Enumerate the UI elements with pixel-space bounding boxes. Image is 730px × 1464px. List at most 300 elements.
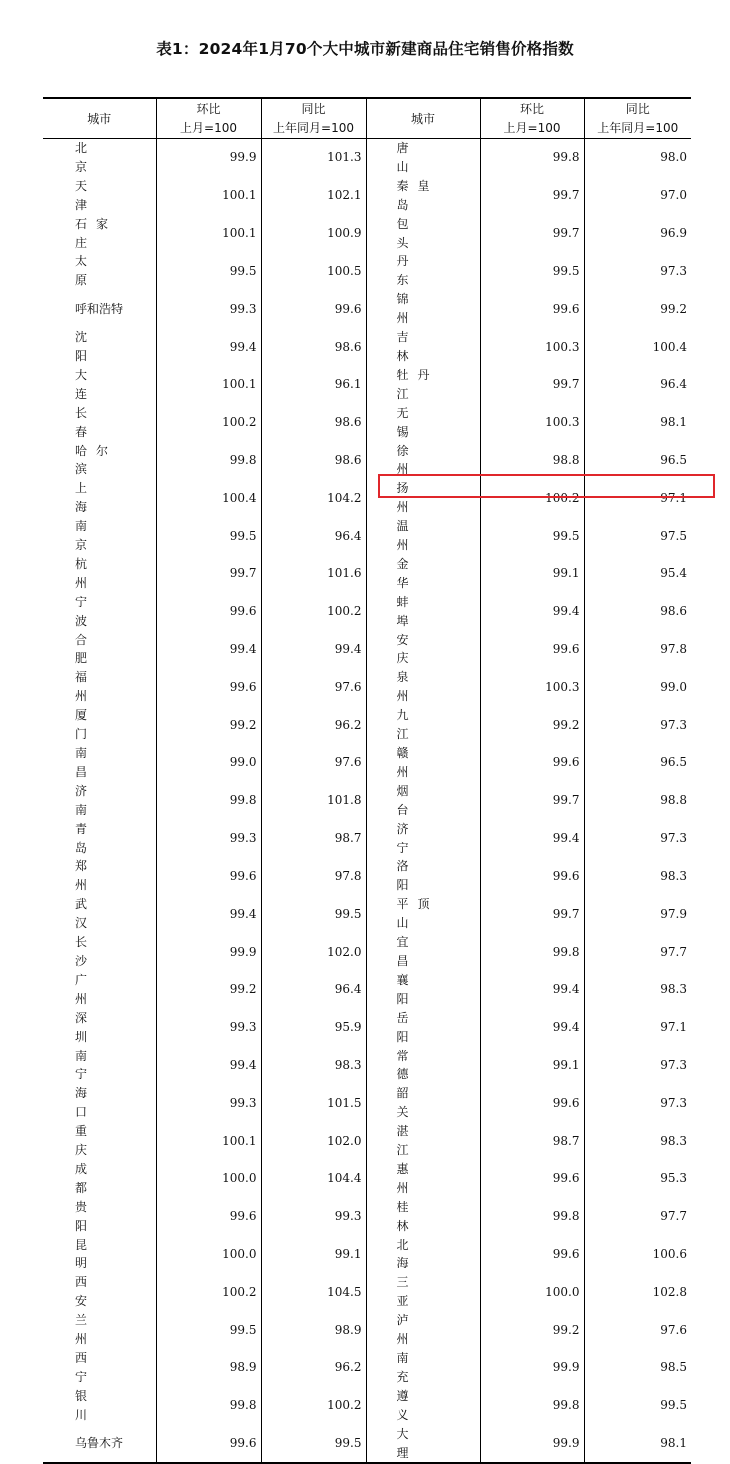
yoy-base-header: 上年同月=100 (584, 119, 691, 139)
table-row (43, 820, 691, 858)
mom-index-value: 99.8 (156, 782, 261, 820)
table-row (43, 744, 691, 782)
city-name-text: 成都 (75, 1161, 118, 1195)
yoy-index-value: 99.1 (261, 1236, 366, 1274)
yoy-index-value: 100.2 (261, 1387, 366, 1425)
city-name-text: 北海 (396, 1237, 439, 1271)
mom-index-value: 99.6 (480, 1160, 584, 1198)
mom-index-value: 99.6 (156, 1198, 261, 1236)
table-row (43, 442, 691, 480)
city-name (366, 404, 480, 442)
mom-index-value: 99.7 (480, 895, 584, 933)
city-name-text: 海口 (75, 1086, 118, 1120)
table-row (43, 971, 691, 1009)
city-name (43, 1160, 156, 1198)
city-name (366, 1047, 480, 1085)
city-name (366, 857, 480, 895)
city-name (366, 442, 480, 480)
city-name (366, 177, 480, 215)
yoy-index-value: 98.1 (584, 404, 691, 442)
table-row (43, 668, 691, 706)
mom-index-value: 99.6 (156, 668, 261, 706)
mom-index-value: 99.3 (156, 290, 261, 328)
mom-index-value: 100.2 (480, 479, 584, 517)
yoy-index-value: 99.5 (584, 1387, 691, 1425)
city-name-text: 长春 (75, 405, 118, 439)
price-index-table (43, 97, 691, 1464)
table-row (43, 1047, 691, 1085)
mom-index-value: 100.0 (156, 1236, 261, 1274)
city-name-text: 西安 (75, 1275, 118, 1309)
table-row (43, 933, 691, 971)
city-name-text: 赣州 (396, 746, 439, 779)
mom-index-value: 99.4 (480, 820, 584, 858)
yoy-index-value: 96.2 (261, 1349, 366, 1387)
mom-index-value: 99.6 (480, 1236, 584, 1274)
city-name-text: 韶关 (396, 1086, 439, 1120)
city-name-text: 深圳 (75, 1010, 118, 1044)
yoy-index-value: 98.3 (584, 1122, 691, 1160)
city-name (43, 971, 156, 1009)
table-row (43, 782, 691, 820)
city-name-text: 湛江 (396, 1124, 439, 1158)
city-name-text: 吉林 (396, 330, 439, 363)
city-name (366, 139, 480, 177)
mom-index-value: 100.3 (480, 404, 584, 442)
city-name (43, 593, 156, 631)
city-name (43, 328, 156, 366)
yoy-column-header: 同比 (584, 98, 691, 119)
table-row (43, 139, 691, 177)
yoy-index-value: 104.4 (261, 1160, 366, 1198)
city-name (43, 252, 156, 290)
yoy-index-value: 96.9 (584, 215, 691, 253)
table-row (43, 366, 691, 404)
mom-index-value: 99.7 (480, 366, 584, 404)
city-name-text: 包头 (396, 216, 439, 250)
yoy-index-value: 100.9 (261, 215, 366, 253)
mom-index-value: 99.9 (156, 933, 261, 971)
city-name-text: 银川 (75, 1388, 118, 1422)
city-name (43, 517, 156, 555)
table-row (43, 1009, 691, 1047)
city-name (366, 1084, 480, 1122)
city-name (43, 857, 156, 895)
city-name (366, 895, 480, 933)
mom-index-value: 99.8 (156, 1387, 261, 1425)
yoy-index-value: 97.1 (584, 1009, 691, 1047)
city-name (366, 1311, 480, 1349)
mom-index-value: 99.0 (156, 744, 261, 782)
city-name (366, 555, 480, 593)
yoy-index-value: 101.8 (261, 782, 366, 820)
city-name (43, 290, 156, 328)
mom-index-value: 99.4 (480, 971, 584, 1009)
city-name (366, 215, 480, 253)
city-name (366, 631, 480, 669)
city-name-text: 桂林 (396, 1199, 439, 1233)
city-name-text: 大理 (396, 1426, 439, 1460)
yoy-index-value: 102.0 (261, 933, 366, 971)
yoy-index-value: 99.0 (584, 668, 691, 706)
city-name (43, 442, 156, 480)
city-name-text: 哈尔滨 (75, 443, 118, 477)
yoy-index-value: 104.5 (261, 1273, 366, 1311)
city-name (43, 631, 156, 669)
yoy-index-value: 98.1 (584, 1425, 691, 1464)
city-name (366, 668, 480, 706)
table-row (43, 1273, 691, 1311)
city-name-text: 扬州 (396, 481, 439, 515)
yoy-index-value: 96.2 (261, 706, 366, 744)
city-name-text: 宜昌 (396, 935, 439, 968)
mom-index-value: 100.0 (156, 1160, 261, 1198)
mom-index-value: 99.4 (156, 328, 261, 366)
mom-base-header: 上月=100 (156, 119, 261, 139)
city-name-text: 济南 (75, 783, 118, 817)
mom-index-value: 99.8 (480, 1387, 584, 1425)
city-name (43, 933, 156, 971)
city-name (366, 1009, 480, 1047)
mom-base-header: 上月=100 (480, 119, 584, 139)
city-name (43, 215, 156, 253)
city-name (366, 328, 480, 366)
yoy-index-value: 102.0 (261, 1122, 366, 1160)
page-title: 表1：2024年1月70个大中城市新建商品住宅销售价格指数 (156, 40, 574, 58)
table-row (43, 252, 691, 290)
mom-index-value: 99.6 (480, 1084, 584, 1122)
city-name (43, 555, 156, 593)
mom-index-value: 100.3 (480, 668, 584, 706)
city-name (43, 1198, 156, 1236)
city-name (43, 1009, 156, 1047)
city-name-text: 杭州 (75, 556, 118, 590)
city-name-text: 石家庄 (75, 216, 118, 250)
table-row (43, 593, 691, 631)
mom-index-value: 99.2 (480, 1311, 584, 1349)
city-name-text: 三亚 (396, 1275, 439, 1309)
mom-index-value: 99.6 (480, 290, 584, 328)
city-name-text: 秦皇岛 (396, 178, 439, 212)
mom-index-value: 99.5 (156, 252, 261, 290)
yoy-index-value: 97.9 (584, 895, 691, 933)
city-name (366, 706, 480, 744)
city-name-text: 唐山 (396, 141, 439, 174)
city-name-text: 青岛 (75, 821, 118, 855)
yoy-index-value: 96.1 (261, 366, 366, 404)
yoy-index-value: 97.6 (584, 1311, 691, 1349)
yoy-index-value: 97.3 (584, 706, 691, 744)
table-body (43, 139, 691, 1464)
city-name (366, 252, 480, 290)
yoy-index-value: 100.5 (261, 252, 366, 290)
table-row (43, 404, 691, 442)
city-name-text: 常德 (396, 1048, 439, 1082)
yoy-index-value: 104.2 (261, 479, 366, 517)
table-row (43, 215, 691, 253)
yoy-index-value: 98.9 (261, 1311, 366, 1349)
table-row (43, 1084, 691, 1122)
city-name (366, 593, 480, 631)
mom-index-value: 100.2 (156, 404, 261, 442)
yoy-index-value: 98.3 (584, 857, 691, 895)
mom-index-value: 99.6 (480, 744, 584, 782)
mom-index-value: 99.2 (156, 971, 261, 1009)
yoy-index-value: 96.4 (584, 366, 691, 404)
city-name (43, 366, 156, 404)
yoy-index-value: 97.3 (584, 1047, 691, 1085)
mom-index-value: 100.1 (156, 177, 261, 215)
mom-index-value: 99.6 (480, 857, 584, 895)
city-name (43, 895, 156, 933)
table-row (43, 1122, 691, 1160)
yoy-index-value: 97.3 (584, 820, 691, 858)
mom-index-value: 98.7 (480, 1122, 584, 1160)
city-name-text: 西宁 (75, 1351, 118, 1384)
mom-index-value: 99.8 (480, 933, 584, 971)
city-name-text: 牡丹江 (396, 367, 439, 401)
city-name (366, 517, 480, 555)
city-name (43, 820, 156, 858)
yoy-index-value: 98.7 (261, 820, 366, 858)
yoy-index-value: 99.6 (261, 290, 366, 328)
mom-index-value: 99.5 (480, 252, 584, 290)
city-name-text: 南京 (75, 519, 118, 553)
city-name-text: 岳阳 (396, 1010, 439, 1044)
table-row (43, 328, 691, 366)
yoy-index-value: 97.1 (584, 479, 691, 517)
city-name-text: 长沙 (75, 935, 118, 968)
city-name-text: 南昌 (75, 746, 118, 779)
mom-index-value: 99.4 (156, 631, 261, 669)
city-name-text: 烟台 (396, 783, 439, 817)
city-name (43, 1425, 156, 1464)
city-name (43, 1349, 156, 1387)
city-name-text: 郑州 (75, 859, 118, 893)
city-name-text: 平顶山 (396, 897, 439, 931)
city-name (366, 1273, 480, 1311)
city-name-text: 蚌埠 (396, 594, 439, 628)
city-name-text: 重庆 (75, 1124, 118, 1158)
mom-index-value: 99.7 (480, 177, 584, 215)
city-name-text: 贵阳 (75, 1199, 118, 1233)
city-name-text: 宁波 (75, 594, 118, 628)
city-name (43, 1047, 156, 1085)
city-column-header: 城市 (366, 98, 480, 139)
mom-index-value: 99.1 (480, 555, 584, 593)
mom-index-value: 99.9 (480, 1349, 584, 1387)
table-row (43, 1160, 691, 1198)
mom-index-value: 98.9 (156, 1349, 261, 1387)
yoy-index-value: 101.6 (261, 555, 366, 593)
table-header (43, 98, 691, 139)
mom-index-value: 99.2 (156, 706, 261, 744)
mom-index-value: 100.2 (156, 1273, 261, 1311)
mom-column-header: 环比 (480, 98, 584, 119)
mom-index-value: 99.4 (480, 1009, 584, 1047)
mom-index-value: 99.7 (480, 215, 584, 253)
city-name-text: 锦州 (396, 292, 439, 326)
mom-index-value: 99.3 (156, 1084, 261, 1122)
mom-index-value: 99.6 (156, 1425, 261, 1464)
mom-index-value: 100.3 (480, 328, 584, 366)
yoy-index-value: 98.6 (584, 593, 691, 631)
yoy-index-value: 97.3 (584, 1084, 691, 1122)
yoy-index-value: 96.4 (261, 517, 366, 555)
city-name (366, 1160, 480, 1198)
yoy-base-header: 上年同月=100 (261, 119, 366, 139)
yoy-column-header: 同比 (261, 98, 366, 119)
city-name-text: 泸州 (396, 1313, 439, 1347)
city-name (43, 782, 156, 820)
city-name-text: 南充 (396, 1351, 439, 1384)
city-name-text: 大连 (75, 367, 118, 401)
yoy-index-value: 98.0 (584, 139, 691, 177)
city-name (366, 1122, 480, 1160)
table-row (43, 1311, 691, 1349)
yoy-index-value: 102.1 (261, 177, 366, 215)
mom-index-value: 99.8 (480, 139, 584, 177)
table-row (43, 706, 691, 744)
city-name (366, 1425, 480, 1464)
yoy-index-value: 96.5 (584, 744, 691, 782)
city-name-text: 天津 (75, 178, 118, 212)
city-name-text: 合肥 (75, 632, 118, 666)
mom-index-value: 99.4 (156, 1047, 261, 1085)
city-name (366, 1236, 480, 1274)
table-row (43, 1425, 691, 1464)
mom-column-header: 环比 (156, 98, 261, 119)
yoy-index-value: 95.4 (584, 555, 691, 593)
mom-index-value: 99.7 (156, 555, 261, 593)
yoy-index-value: 97.6 (261, 744, 366, 782)
city-name-text: 呼和浩特 (75, 301, 124, 316)
city-name-text: 遵义 (396, 1388, 439, 1422)
mom-index-value: 99.6 (156, 593, 261, 631)
table-row (43, 1236, 691, 1274)
mom-index-value: 100.4 (156, 479, 261, 517)
yoy-index-value: 98.6 (261, 404, 366, 442)
mom-index-value: 99.4 (480, 593, 584, 631)
city-name (43, 1084, 156, 1122)
yoy-index-value: 97.0 (584, 177, 691, 215)
table-row (43, 631, 691, 669)
city-name (43, 706, 156, 744)
city-name (43, 404, 156, 442)
city-name (43, 1273, 156, 1311)
city-name (366, 971, 480, 1009)
mom-index-value: 99.5 (156, 517, 261, 555)
city-name-text: 昆明 (75, 1237, 118, 1271)
mom-index-value: 99.1 (480, 1047, 584, 1085)
yoy-index-value: 99.4 (261, 631, 366, 669)
mom-index-value: 100.0 (480, 1273, 584, 1311)
table-row (43, 857, 691, 895)
mom-index-value: 98.8 (480, 442, 584, 480)
mom-index-value: 99.9 (156, 139, 261, 177)
city-column-header: 城市 (43, 98, 156, 139)
yoy-index-value: 95.9 (261, 1009, 366, 1047)
city-name (43, 139, 156, 177)
table-row (43, 1387, 691, 1425)
table-row (43, 555, 691, 593)
yoy-index-value: 97.6 (261, 668, 366, 706)
city-name (43, 1122, 156, 1160)
yoy-index-value: 97.8 (584, 631, 691, 669)
city-name (366, 479, 480, 517)
yoy-index-value: 97.7 (584, 933, 691, 971)
table-row (43, 1349, 691, 1387)
city-name-text: 洛阳 (396, 859, 439, 893)
city-name (366, 1349, 480, 1387)
table-row (43, 479, 691, 517)
table-row (43, 895, 691, 933)
table-row (43, 290, 691, 328)
yoy-index-value: 95.3 (584, 1160, 691, 1198)
yoy-index-value: 98.6 (261, 442, 366, 480)
yoy-index-value: 99.5 (261, 1425, 366, 1464)
yoy-index-value: 99.5 (261, 895, 366, 933)
mom-index-value: 99.6 (156, 857, 261, 895)
city-name-text: 惠州 (396, 1161, 439, 1195)
city-name (366, 1387, 480, 1425)
mom-index-value: 99.2 (480, 706, 584, 744)
yoy-index-value: 96.4 (261, 971, 366, 1009)
yoy-index-value: 101.5 (261, 1084, 366, 1122)
mom-index-value: 99.3 (156, 820, 261, 858)
city-name-text: 安庆 (396, 632, 439, 666)
yoy-index-value: 98.3 (584, 971, 691, 1009)
city-name-text: 丹东 (396, 254, 439, 288)
yoy-index-value: 97.5 (584, 517, 691, 555)
mom-index-value: 99.8 (480, 1198, 584, 1236)
yoy-index-value: 97.7 (584, 1198, 691, 1236)
table-row (43, 1198, 691, 1236)
mom-index-value: 99.3 (156, 1009, 261, 1047)
yoy-index-value: 99.3 (261, 1198, 366, 1236)
city-name-text: 上海 (75, 481, 118, 515)
yoy-index-value: 97.8 (261, 857, 366, 895)
mom-index-value: 99.4 (156, 895, 261, 933)
city-name-text: 襄阳 (396, 972, 439, 1006)
yoy-index-value: 100.4 (584, 328, 691, 366)
city-name (366, 782, 480, 820)
table-row (43, 517, 691, 555)
city-name (366, 820, 480, 858)
mom-index-value: 99.6 (480, 631, 584, 669)
city-name (366, 933, 480, 971)
yoy-index-value: 100.2 (261, 593, 366, 631)
city-name-text: 厦门 (75, 708, 118, 742)
mom-index-value: 100.1 (156, 215, 261, 253)
table-row (43, 177, 691, 215)
yoy-index-value: 96.5 (584, 442, 691, 480)
city-name-text: 泉州 (396, 670, 439, 704)
mom-index-value: 99.5 (156, 1311, 261, 1349)
mom-index-value: 99.8 (156, 442, 261, 480)
yoy-index-value: 97.3 (584, 252, 691, 290)
mom-index-value: 99.9 (480, 1425, 584, 1464)
mom-index-value: 100.1 (156, 1122, 261, 1160)
city-name-text: 济宁 (396, 821, 439, 855)
city-name-text: 温州 (396, 519, 439, 553)
city-name-text: 无锡 (396, 405, 439, 439)
yoy-index-value: 101.3 (261, 139, 366, 177)
city-name (366, 1198, 480, 1236)
yoy-index-value: 98.8 (584, 782, 691, 820)
city-name-text: 沈阳 (75, 330, 118, 363)
city-name (43, 479, 156, 517)
